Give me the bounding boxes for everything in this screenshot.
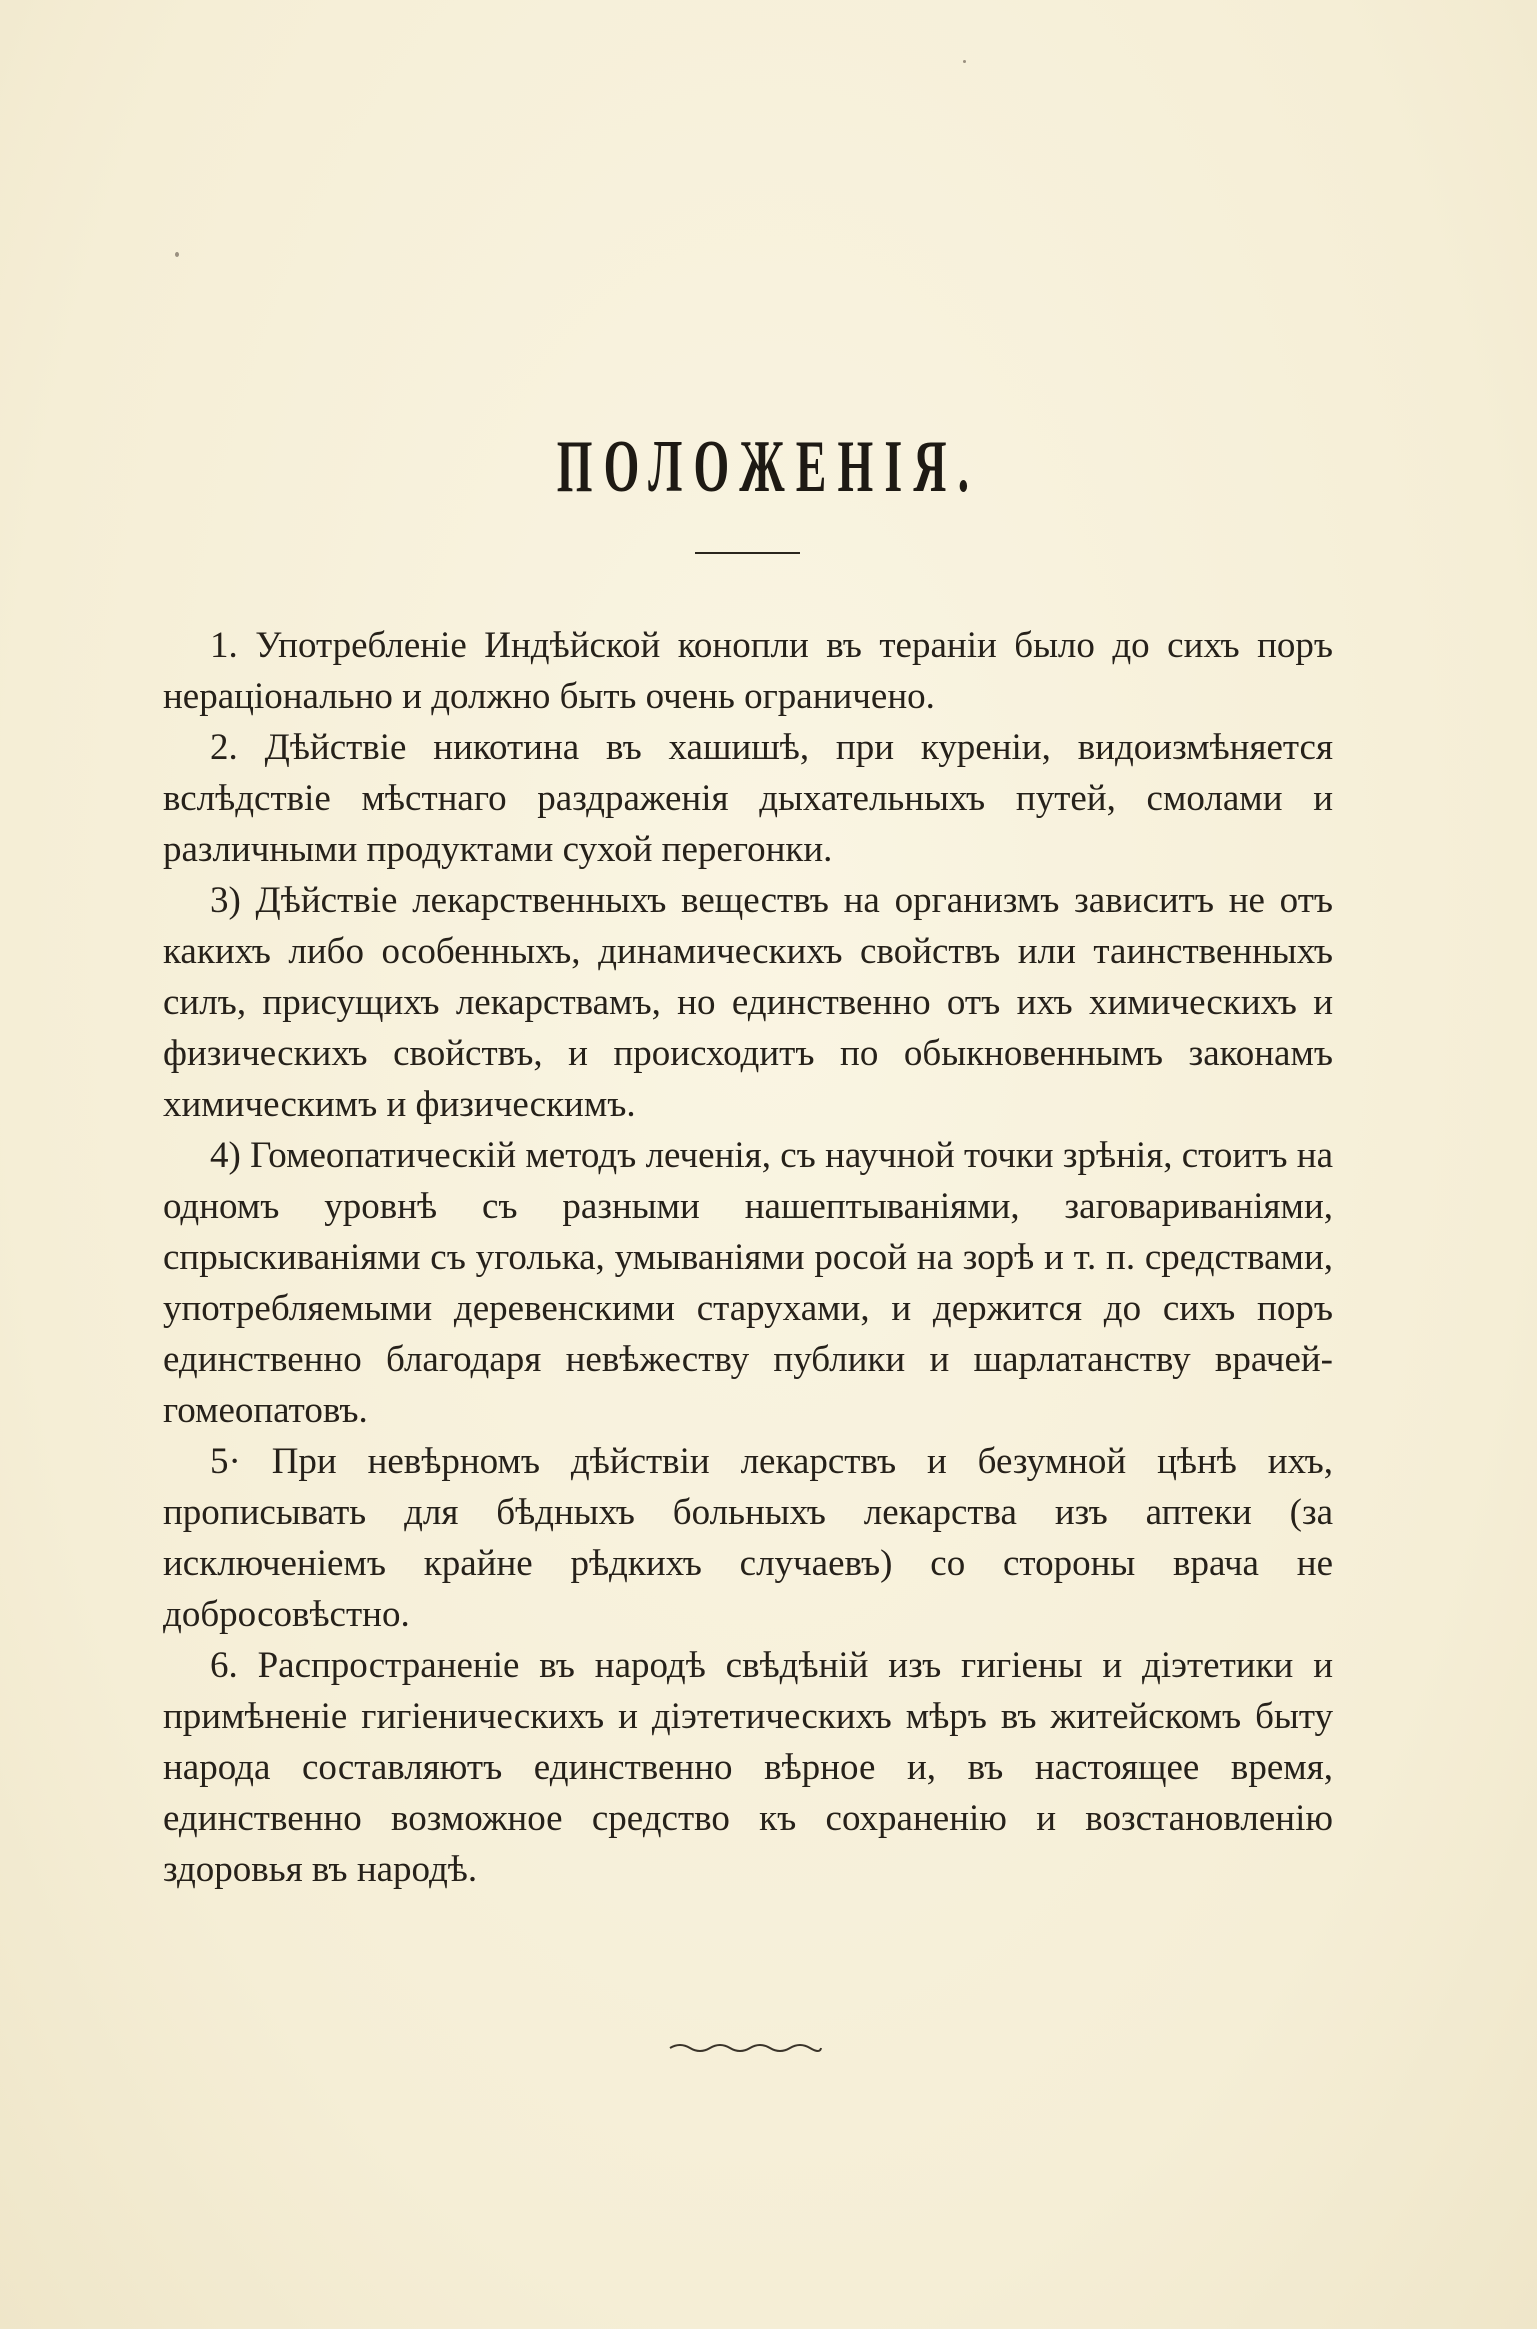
end-flourish xyxy=(668,2040,823,2056)
paper-speck xyxy=(175,252,179,257)
title-rule xyxy=(695,552,800,554)
thesis-1: 1. Употребленіе Индѣйской конопли въ тераніи было до сихъ поръ нераціонально и должно быть очень ограничено. xyxy=(163,625,1333,717)
page-title: ПОЛОЖЕНІЯ. xyxy=(556,426,981,508)
thesis-3: 3) Дѣйствіе лекарственныхъ веществъ на организмъ зависитъ не отъ какихъ либо особенныхъ, динамическихъ свойствъ или таинственныхъ силъ, присущихъ лекарствамъ, но единственно отъ ихъ химическихъ и физическихъ свойствъ, и происходитъ по обыкновеннымъ законамъ химическимъ и физическимъ. xyxy=(163,880,1333,1125)
thesis-5: 5· При невѣрномъ дѣйствіи лекарствъ и безумной цѣнѣ ихъ, прописывать для бѣдныхъ больныхъ лекарства изъ аптеки (за исключеніемъ крайне рѣдкихъ случаевъ) со стороны врача не добросовѣстно. xyxy=(163,1441,1333,1635)
thesis-4: 4) Гомеопатическій методъ леченія, съ научной точки зрѣнія, стоитъ на одномъ уровнѣ съ разными нашептываніями, заговариваніями, спрыскиваніями съ уголька, умываніями росой на зорѣ и т. п. средствами, употребляемыми деревенскими старухами, и держится до сихъ поръ единственно благодаря невѣжеству публики и шарлатанству врачей-гомеопатовъ. xyxy=(163,1135,1333,1431)
theses-list xyxy=(163,620,1333,1895)
thesis-2: 2. Дѣйствіе никотина въ хашишѣ, при куреніи, видоизмѣняется вслѣдствіе мѣстнаго раздраженія дыхательныхъ путей, смолами и различными продуктами сухой перегонки. xyxy=(163,727,1333,870)
paper-speck xyxy=(963,60,966,63)
thesis-6: 6. Распространеніе въ народѣ свѣдѣній изъ гигіены и діэтетики и примѣненіе гигіеническихъ и діэтетическихъ мѣръ въ житейскомъ быту народа составляютъ единственно вѣрное и, въ настоящее время, единственно возможное средство къ сохраненію и возстановленію здоровья въ народѣ. xyxy=(163,1645,1333,1890)
